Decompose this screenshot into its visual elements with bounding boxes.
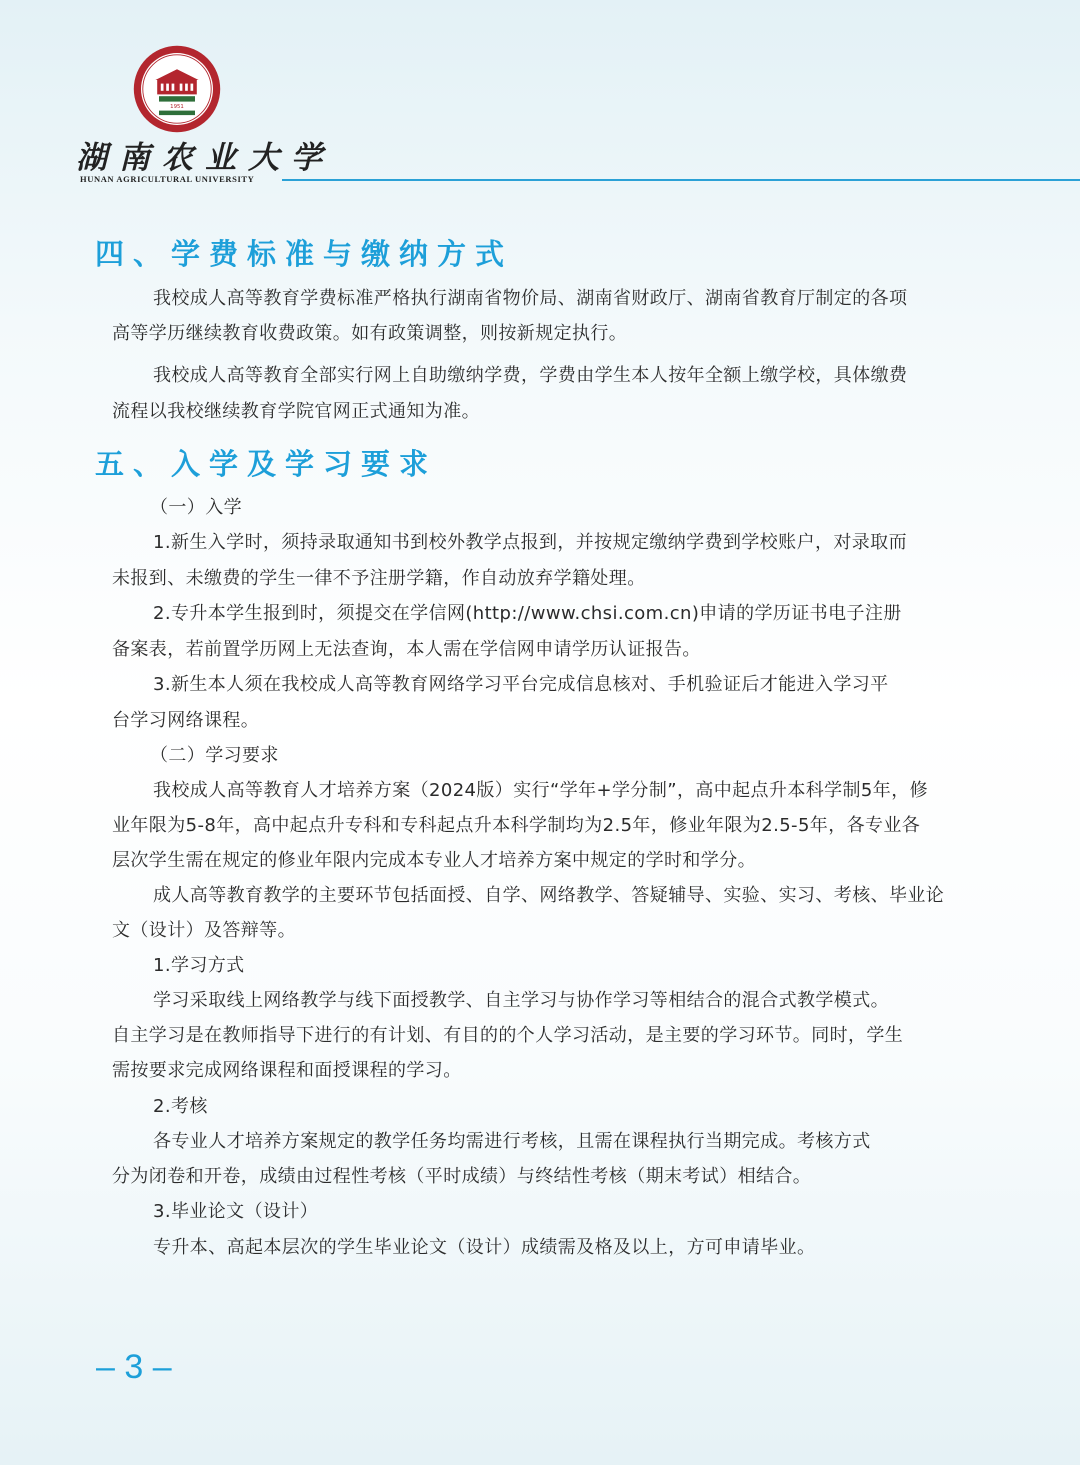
paragraph-line: 专升本、高起本层次的学生毕业论文（设计）成绩需及格及以上，方可申请毕业。	[153, 1237, 816, 1258]
paragraph-line: 1.新生入学时，须持录取通知书到校外教学点报到，并按规定缴纳学费到学校账户，对录取而	[153, 532, 907, 553]
paragraph-line: 高等学历继续教育收费政策。如有政策调整，则按新规定执行。	[112, 323, 628, 344]
paragraph-line: 2.专升本学生报到时，须提交在学信网(http://www.chsi.com.cn)申请的学历证书电子注册	[153, 603, 902, 624]
paragraph-line: 未报到、未缴费的学生一律不予注册学籍，作自动放弃学籍处理。	[112, 568, 646, 589]
paragraph-line: 流程以我校继续教育学院官网正式通知为准。	[112, 401, 480, 422]
paragraph-line: 3.新生本人须在我校成人高等教育网络学习平台完成信息核对、手机验证后才能进入学习平	[153, 674, 889, 695]
subheading-assessment: 2.考核	[153, 1096, 208, 1117]
page-number: – 3 –	[96, 1348, 172, 1386]
university-name-en: HUNAN AGRICULTURAL UNIVERSITY	[80, 174, 255, 184]
paragraph-line: 我校成人高等教育全部实行网上自助缴纳学费，学费由学生本人按年全额上缴学校，具体缴费	[153, 365, 908, 386]
paragraph-line: 业年限为5-8年，高中起点升专科和专科起点升本科学制均为2.5年，修业年限为2.5-5年，各专业各	[112, 815, 921, 836]
subheading-study-mode: 1.学习方式	[153, 955, 245, 976]
subheading-thesis: 3.毕业论文（设计）	[153, 1201, 319, 1222]
paragraph-line: 各专业人才培养方案规定的教学任务均需进行考核，且需在课程执行当期完成。考核方式	[153, 1131, 871, 1152]
paragraph-line: 我校成人高等教育学费标准严格执行湖南省物价局、湖南省财政厅、湖南省教育厅制定的各项	[153, 288, 908, 309]
paragraph-line: 层次学生需在规定的修业年限内完成本专业人才培养方案中规定的学时和学分。	[112, 850, 756, 871]
header-divider	[282, 179, 1080, 181]
paragraph-line: 分为闭卷和开卷，成绩由过程性考核（平时成绩）与终结性考核（期末考试）相结合。	[112, 1166, 812, 1187]
section5-heading: 五、入学及学习要求	[95, 447, 438, 481]
paragraph-line: 我校成人高等教育人才培养方案（2024版）实行“学年+学分制”，高中起点升本科学制5年，修	[153, 780, 928, 801]
subheading-enrollment: （一）入学	[150, 497, 242, 518]
paragraph-line: 文（设计）及答辩等。	[112, 920, 296, 941]
paragraph-line: 需按要求完成网络课程和面授课程的学习。	[112, 1060, 462, 1081]
paragraph-line: 学习采取线上网络教学与线下面授教学、自主学习与协作学习等相结合的混合式教学模式。	[153, 990, 889, 1011]
paragraph-line: 自主学习是在教师指导下进行的有计划、有目的的个人学习活动，是主要的学习环节。同时，学生	[112, 1025, 904, 1046]
section4-heading: 四、学费标准与缴纳方式	[95, 237, 514, 271]
university-name-cn: 湖南农业大学	[76, 140, 334, 176]
subheading-study-requirements: （二）学习要求	[150, 745, 279, 766]
paragraph-line: 备案表，若前置学历网上无法查询，本人需在学信网申请学历认证报告。	[112, 639, 701, 660]
paragraph-line: 台学习网络课程。	[112, 710, 260, 731]
university-seal-icon	[132, 44, 222, 134]
svg-text:1951: 1951	[170, 103, 184, 110]
paragraph-line: 成人高等教育教学的主要环节包括面授、自学、网络教学、答疑辅导、实验、实习、考核、毕业论	[153, 885, 945, 906]
